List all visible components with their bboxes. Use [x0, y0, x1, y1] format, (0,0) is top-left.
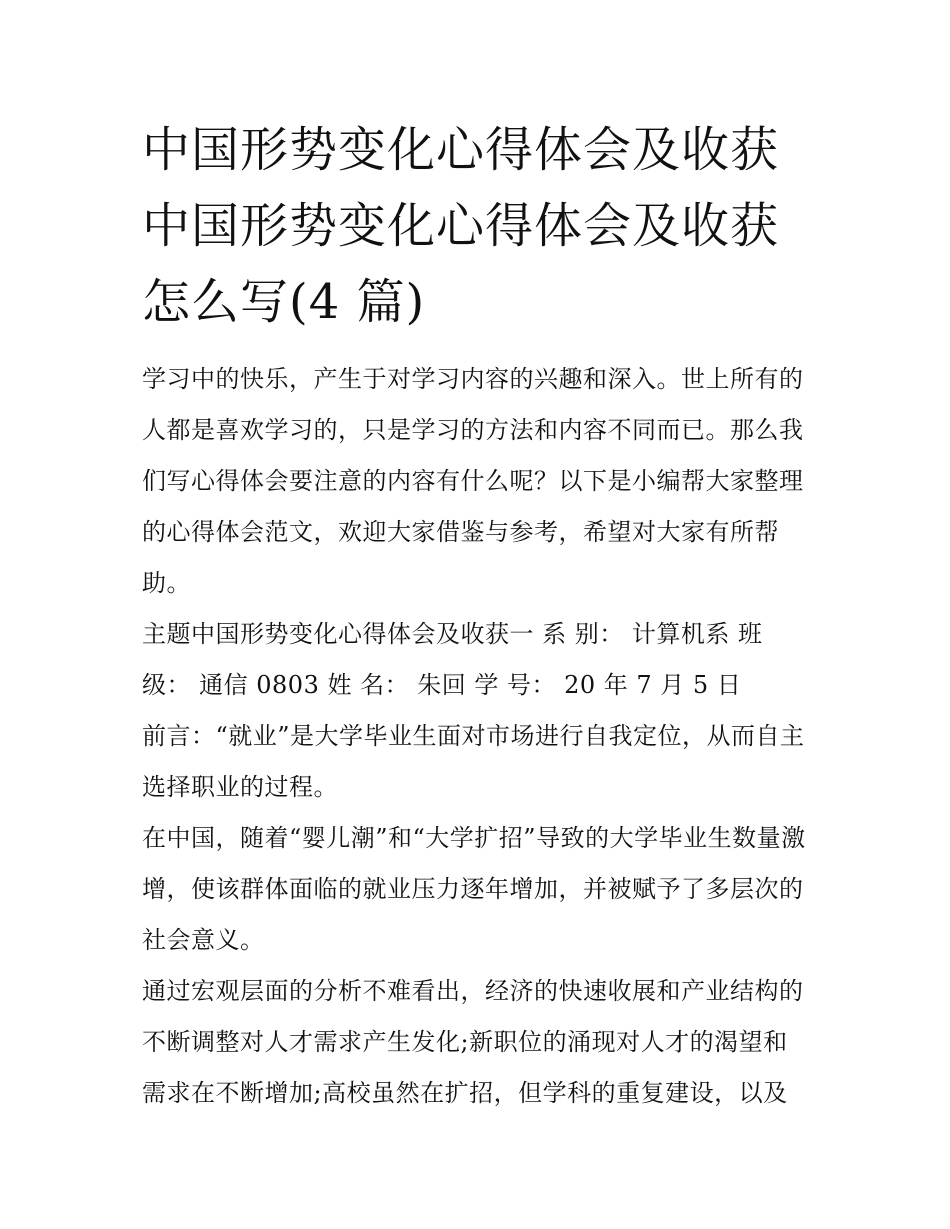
text-line: 增，使该群体面临的就业压力逐年增加，并被赋予了多层次的: [142, 875, 804, 903]
text-line: 社会意义。: [142, 926, 265, 954]
text-line: 需求在不断增加;高校虽然在扩招，但学科的重复建设，以及: [142, 1079, 788, 1107]
text-line: 前言：“就业”是大学毕业生面对市场进行自我定位，从而自主: [142, 722, 805, 750]
title-line: 中国形势变化心得体会及收获: [142, 198, 780, 254]
text-line: 学习中的快乐，产生于对学习内容的兴趣和深入。世上所有的: [142, 365, 804, 393]
document-page: [142, 112, 814, 1119]
title-line: 怎么写(4 篇): [142, 274, 426, 330]
text-line: 不断调整对人才需求产生发化;新职位的涌现对人才的渴望和: [142, 1028, 788, 1056]
text-line: 们写心得体会要注意的内容有什么呢？以下是小编帮大家整理: [142, 467, 804, 495]
text-line: 的心得体会范文，欢迎大家借鉴与参考，希望对大家有所帮: [142, 518, 779, 546]
text-line: 在中国，随着“婴儿潮”和“大学扩招”导致的大学毕业生数量激: [142, 824, 806, 852]
intro-paragraph: [142, 354, 814, 609]
preface-paragraph: [142, 711, 814, 813]
title-line: 中国形势变化心得体会及收获: [142, 122, 780, 178]
body-paragraph: [142, 966, 814, 1119]
text-line: 人都是喜欢学习的，只是学习的方法和内容不同而已。那么我: [142, 416, 804, 444]
text-line: 选择职业的过程。: [142, 773, 338, 801]
text-line: 主题中国形势变化心得体会及收获一 系 别： 计算机系 班: [142, 620, 763, 648]
text-line: 助。: [142, 569, 191, 597]
text-line: 级： 通信 0803 姓 名： 朱回 学 号： 20 年 7 月 5 日: [142, 671, 742, 699]
body-paragraph: [142, 813, 814, 966]
meta-paragraph: [142, 609, 814, 711]
document-title: [142, 112, 814, 340]
text-line: 通过宏观层面的分析不难看出，经济的快速收展和产业结构的: [142, 977, 804, 1005]
